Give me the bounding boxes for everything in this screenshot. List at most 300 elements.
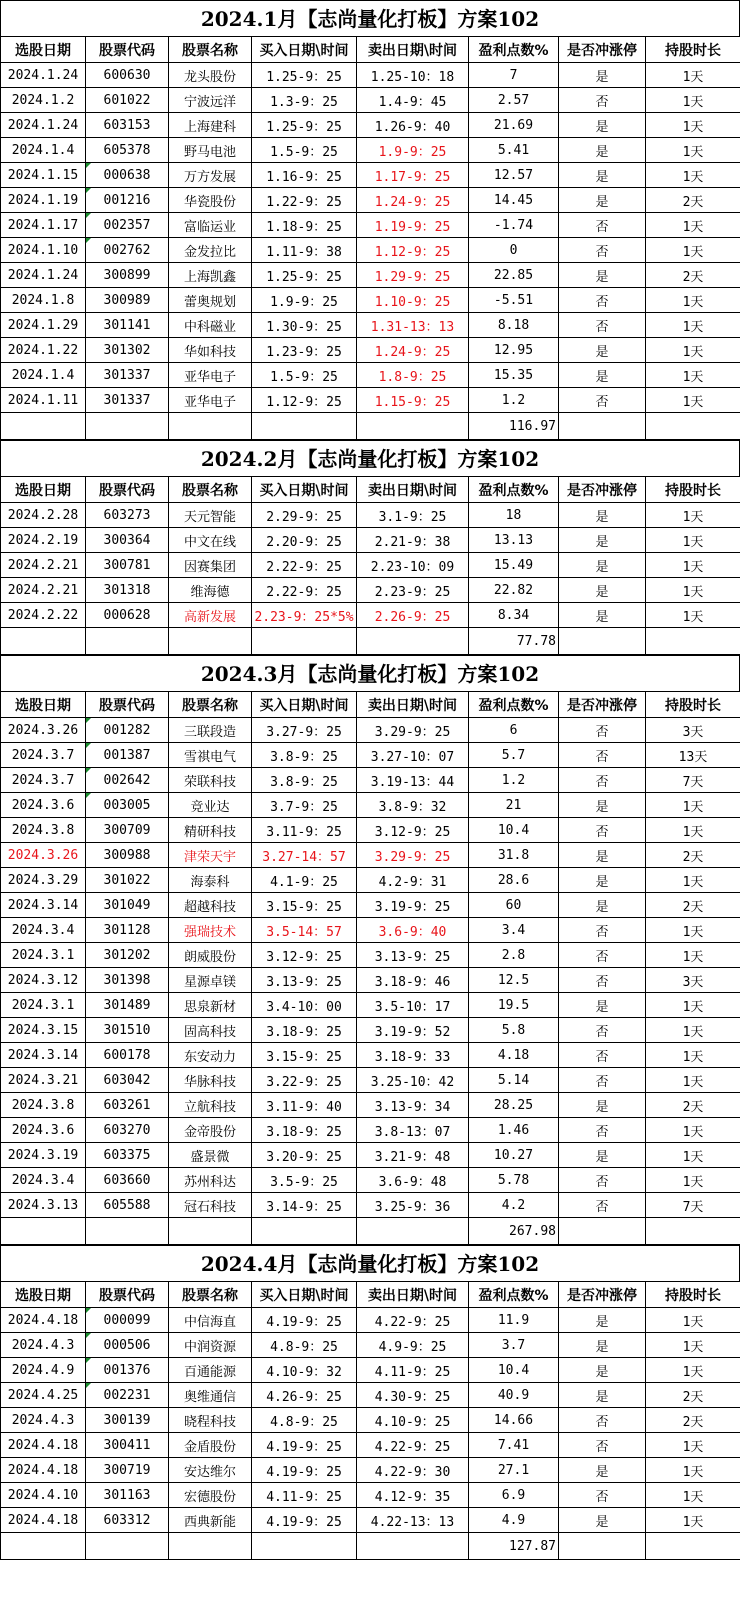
cell-sell-time[interactable]: 3.29-9：25 — [357, 843, 469, 868]
cell-stock-name[interactable]: 万方发展 — [169, 163, 252, 188]
cell-holding-period[interactable]: 1天 — [646, 1168, 740, 1193]
cell-profit-points[interactable]: 6 — [469, 718, 559, 743]
header-limit-up[interactable]: 是否冲涨停 — [559, 477, 646, 503]
cell-holding-period[interactable]: 1天 — [646, 88, 740, 113]
cell-select-date[interactable]: 2024.3.1 — [1, 993, 86, 1018]
cell-limit-up[interactable]: 是 — [559, 263, 646, 288]
cell-stock-code[interactable]: 300781 — [86, 553, 169, 578]
cell-profit-points[interactable]: 18 — [469, 503, 559, 528]
cell-sell-time[interactable]: 3.25-10：42 — [357, 1068, 469, 1093]
header-stock-name[interactable]: 股票名称 — [169, 1282, 252, 1308]
empty-cell[interactable] — [252, 1218, 357, 1245]
cell-stock-name[interactable]: 高新发展 — [169, 603, 252, 628]
cell-holding-period[interactable]: 1天 — [646, 113, 740, 138]
header-limit-up[interactable]: 是否冲涨停 — [559, 37, 646, 63]
cell-select-date[interactable]: 2024.1.10 — [1, 238, 86, 263]
cell-holding-period[interactable]: 1天 — [646, 793, 740, 818]
cell-buy-time[interactable]: 2.22-9：25 — [252, 578, 357, 603]
header-holding-period[interactable]: 持股时长 — [646, 37, 740, 63]
cell-limit-up[interactable]: 是 — [559, 843, 646, 868]
cell-stock-name[interactable]: 精研科技 — [169, 818, 252, 843]
cell-stock-name[interactable]: 蕾奥规划 — [169, 288, 252, 313]
cell-limit-up[interactable]: 否 — [559, 388, 646, 413]
cell-stock-name[interactable]: 因赛集团 — [169, 553, 252, 578]
total-profit[interactable]: 267.98 — [469, 1218, 559, 1245]
cell-holding-period[interactable]: 2天 — [646, 893, 740, 918]
cell-limit-up[interactable]: 否 — [559, 238, 646, 263]
cell-holding-period[interactable]: 1天 — [646, 993, 740, 1018]
cell-limit-up[interactable]: 是 — [559, 1143, 646, 1168]
cell-sell-time[interactable]: 4.22-9：25 — [357, 1433, 469, 1458]
cell-stock-code[interactable]: 002357 — [86, 213, 169, 238]
cell-limit-up[interactable]: 否 — [559, 1433, 646, 1458]
cell-holding-period[interactable]: 1天 — [646, 63, 740, 88]
empty-cell[interactable] — [357, 413, 469, 440]
empty-cell[interactable] — [1, 1218, 86, 1245]
cell-profit-points[interactable]: 6.9 — [469, 1483, 559, 1508]
cell-stock-code[interactable]: 002762 — [86, 238, 169, 263]
cell-select-date[interactable]: 2024.2.28 — [1, 503, 86, 528]
empty-cell[interactable] — [559, 1218, 646, 1245]
cell-stock-name[interactable]: 亚华电子 — [169, 388, 252, 413]
cell-sell-time[interactable]: 3.8-9：32 — [357, 793, 469, 818]
empty-cell[interactable] — [86, 628, 169, 655]
cell-select-date[interactable]: 2024.3.21 — [1, 1068, 86, 1093]
cell-limit-up[interactable]: 是 — [559, 138, 646, 163]
cell-buy-time[interactable]: 4.8-9：25 — [252, 1333, 357, 1358]
cell-stock-code[interactable]: 301318 — [86, 578, 169, 603]
cell-stock-name[interactable]: 奥维通信 — [169, 1383, 252, 1408]
cell-select-date[interactable]: 2024.4.18 — [1, 1433, 86, 1458]
cell-buy-time[interactable]: 3.8-9：25 — [252, 768, 357, 793]
cell-holding-period[interactable]: 13天 — [646, 743, 740, 768]
cell-stock-code[interactable]: 600630 — [86, 63, 169, 88]
cell-holding-period[interactable]: 1天 — [646, 868, 740, 893]
cell-holding-period[interactable]: 2天 — [646, 188, 740, 213]
cell-buy-time[interactable]: 1.9-9：25 — [252, 288, 357, 313]
cell-limit-up[interactable]: 否 — [559, 1168, 646, 1193]
cell-sell-time[interactable]: 1.29-9：25 — [357, 263, 469, 288]
cell-stock-name[interactable]: 华如科技 — [169, 338, 252, 363]
cell-profit-points[interactable]: 1.2 — [469, 388, 559, 413]
cell-stock-name[interactable]: 固高科技 — [169, 1018, 252, 1043]
cell-buy-time[interactable]: 1.3-9：25 — [252, 88, 357, 113]
cell-stock-code[interactable]: 001376 — [86, 1358, 169, 1383]
cell-buy-time[interactable]: 3.14-9：25 — [252, 1193, 357, 1218]
cell-holding-period[interactable]: 3天 — [646, 718, 740, 743]
cell-buy-time[interactable]: 1.25-9：25 — [252, 113, 357, 138]
cell-buy-time[interactable]: 2.29-9：25 — [252, 503, 357, 528]
cell-limit-up[interactable]: 否 — [559, 288, 646, 313]
cell-profit-points[interactable]: -5.51 — [469, 288, 559, 313]
cell-select-date[interactable]: 2024.3.1 — [1, 943, 86, 968]
cell-sell-time[interactable]: 3.27-10：07 — [357, 743, 469, 768]
cell-buy-time[interactable]: 3.7-9：25 — [252, 793, 357, 818]
cell-limit-up[interactable]: 否 — [559, 1043, 646, 1068]
cell-sell-time[interactable]: 1.8-9：25 — [357, 363, 469, 388]
cell-sell-time[interactable]: 3.1-9：25 — [357, 503, 469, 528]
cell-stock-code[interactable]: 001216 — [86, 188, 169, 213]
cell-holding-period[interactable]: 1天 — [646, 363, 740, 388]
cell-limit-up[interactable]: 是 — [559, 113, 646, 138]
header-holding-period[interactable]: 持股时长 — [646, 1282, 740, 1308]
cell-buy-time[interactable]: 3.11-9：25 — [252, 818, 357, 843]
cell-stock-name[interactable]: 上海建科 — [169, 113, 252, 138]
cell-select-date[interactable]: 2024.4.3 — [1, 1333, 86, 1358]
empty-cell[interactable] — [1, 413, 86, 440]
empty-cell[interactable] — [646, 1533, 740, 1560]
cell-stock-name[interactable]: 富临运业 — [169, 213, 252, 238]
cell-select-date[interactable]: 2024.1.4 — [1, 363, 86, 388]
total-profit[interactable]: 127.87 — [469, 1533, 559, 1560]
header-limit-up[interactable]: 是否冲涨停 — [559, 692, 646, 718]
cell-holding-period[interactable]: 3天 — [646, 968, 740, 993]
cell-stock-code[interactable]: 301337 — [86, 388, 169, 413]
header-sell-time[interactable]: 卖出日期\时间 — [357, 477, 469, 503]
cell-profit-points[interactable]: 10.4 — [469, 1358, 559, 1383]
cell-stock-name[interactable]: 东安动力 — [169, 1043, 252, 1068]
cell-select-date[interactable]: 2024.3.29 — [1, 868, 86, 893]
cell-profit-points[interactable]: 10.4 — [469, 818, 559, 843]
empty-cell[interactable] — [646, 1218, 740, 1245]
cell-sell-time[interactable]: 4.22-9：30 — [357, 1458, 469, 1483]
cell-limit-up[interactable]: 否 — [559, 968, 646, 993]
cell-stock-code[interactable]: 002642 — [86, 768, 169, 793]
cell-sell-time[interactable]: 3.18-9：46 — [357, 968, 469, 993]
header-stock-code[interactable]: 股票代码 — [86, 477, 169, 503]
header-profit-points[interactable]: 盈利点数% — [469, 1282, 559, 1308]
cell-buy-time[interactable]: 4.8-9：25 — [252, 1408, 357, 1433]
cell-limit-up[interactable]: 是 — [559, 578, 646, 603]
cell-limit-up[interactable]: 是 — [559, 1093, 646, 1118]
cell-stock-name[interactable]: 野马电池 — [169, 138, 252, 163]
cell-limit-up[interactable]: 是 — [559, 1358, 646, 1383]
cell-buy-time[interactable]: 3.5-14：57 — [252, 918, 357, 943]
cell-holding-period[interactable]: 7天 — [646, 768, 740, 793]
cell-buy-time[interactable]: 1.23-9：25 — [252, 338, 357, 363]
cell-holding-period[interactable]: 2天 — [646, 263, 740, 288]
cell-stock-code[interactable]: 300139 — [86, 1408, 169, 1433]
cell-limit-up[interactable]: 否 — [559, 743, 646, 768]
cell-sell-time[interactable]: 4.12-9：35 — [357, 1483, 469, 1508]
cell-buy-time[interactable]: 3.13-9：25 — [252, 968, 357, 993]
cell-sell-time[interactable]: 1.10-9：25 — [357, 288, 469, 313]
cell-buy-time[interactable]: 1.16-9：25 — [252, 163, 357, 188]
cell-stock-name[interactable]: 冠石科技 — [169, 1193, 252, 1218]
cell-profit-points[interactable]: 5.78 — [469, 1168, 559, 1193]
cell-limit-up[interactable]: 是 — [559, 603, 646, 628]
cell-limit-up[interactable]: 否 — [559, 1118, 646, 1143]
cell-stock-code[interactable]: 300719 — [86, 1458, 169, 1483]
cell-holding-period[interactable]: 1天 — [646, 528, 740, 553]
cell-holding-period[interactable]: 1天 — [646, 1118, 740, 1143]
empty-cell[interactable] — [1, 1533, 86, 1560]
cell-limit-up[interactable]: 是 — [559, 793, 646, 818]
cell-buy-time[interactable]: 4.11-9：25 — [252, 1483, 357, 1508]
cell-stock-name[interactable]: 华脉科技 — [169, 1068, 252, 1093]
cell-limit-up[interactable]: 是 — [559, 1458, 646, 1483]
cell-buy-time[interactable]: 4.19-9：25 — [252, 1308, 357, 1333]
cell-stock-name[interactable]: 中科磁业 — [169, 313, 252, 338]
cell-stock-code[interactable]: 301022 — [86, 868, 169, 893]
cell-stock-code[interactable]: 001282 — [86, 718, 169, 743]
cell-select-date[interactable]: 2024.3.13 — [1, 1193, 86, 1218]
cell-stock-name[interactable]: 津荣天宇 — [169, 843, 252, 868]
cell-select-date[interactable]: 2024.3.7 — [1, 743, 86, 768]
cell-sell-time[interactable]: 1.12-9：25 — [357, 238, 469, 263]
cell-limit-up[interactable]: 否 — [559, 1483, 646, 1508]
cell-select-date[interactable]: 2024.1.24 — [1, 263, 86, 288]
cell-sell-time[interactable]: 3.29-9：25 — [357, 718, 469, 743]
cell-holding-period[interactable]: 1天 — [646, 1433, 740, 1458]
cell-stock-code[interactable]: 301398 — [86, 968, 169, 993]
cell-stock-code[interactable]: 301141 — [86, 313, 169, 338]
header-sell-time[interactable]: 卖出日期\时间 — [357, 1282, 469, 1308]
cell-buy-time[interactable]: 4.10-9：32 — [252, 1358, 357, 1383]
cell-profit-points[interactable]: 11.9 — [469, 1308, 559, 1333]
cell-select-date[interactable]: 2024.3.7 — [1, 768, 86, 793]
cell-buy-time[interactable]: 1.25-9：25 — [252, 263, 357, 288]
cell-buy-time[interactable]: 2.22-9：25 — [252, 553, 357, 578]
cell-stock-code[interactable]: 603312 — [86, 1508, 169, 1533]
cell-stock-name[interactable]: 星源卓镁 — [169, 968, 252, 993]
cell-select-date[interactable]: 2024.3.8 — [1, 818, 86, 843]
cell-stock-code[interactable]: 300899 — [86, 263, 169, 288]
cell-stock-code[interactable]: 603270 — [86, 1118, 169, 1143]
cell-sell-time[interactable]: 1.17-9：25 — [357, 163, 469, 188]
cell-stock-name[interactable]: 海泰科 — [169, 868, 252, 893]
cell-stock-name[interactable]: 三联段造 — [169, 718, 252, 743]
empty-cell[interactable] — [169, 628, 252, 655]
cell-stock-name[interactable]: 盛景微 — [169, 1143, 252, 1168]
cell-select-date[interactable]: 2024.4.18 — [1, 1458, 86, 1483]
cell-stock-name[interactable]: 朗威股份 — [169, 943, 252, 968]
header-holding-period[interactable]: 持股时长 — [646, 477, 740, 503]
cell-buy-time[interactable]: 4.26-9：25 — [252, 1383, 357, 1408]
cell-sell-time[interactable]: 3.5-10：17 — [357, 993, 469, 1018]
cell-stock-name[interactable]: 晓程科技 — [169, 1408, 252, 1433]
cell-buy-time[interactable]: 3.4-10：00 — [252, 993, 357, 1018]
cell-sell-time[interactable]: 3.13-9：25 — [357, 943, 469, 968]
empty-cell[interactable] — [357, 1533, 469, 1560]
cell-holding-period[interactable]: 1天 — [646, 1018, 740, 1043]
cell-buy-time[interactable]: 4.19-9：25 — [252, 1433, 357, 1458]
cell-holding-period[interactable]: 1天 — [646, 213, 740, 238]
cell-buy-time[interactable]: 2.20-9：25 — [252, 528, 357, 553]
cell-stock-code[interactable]: 003005 — [86, 793, 169, 818]
cell-limit-up[interactable]: 否 — [559, 1018, 646, 1043]
cell-holding-period[interactable]: 7天 — [646, 1193, 740, 1218]
cell-limit-up[interactable]: 是 — [559, 188, 646, 213]
cell-sell-time[interactable]: 2.23-9：25 — [357, 578, 469, 603]
cell-stock-code[interactable]: 301049 — [86, 893, 169, 918]
cell-sell-time[interactable]: 3.13-9：34 — [357, 1093, 469, 1118]
cell-limit-up[interactable]: 否 — [559, 88, 646, 113]
cell-profit-points[interactable]: 5.7 — [469, 743, 559, 768]
cell-profit-points[interactable]: 28.25 — [469, 1093, 559, 1118]
cell-select-date[interactable]: 2024.3.14 — [1, 1043, 86, 1068]
cell-sell-time[interactable]: 3.19-9：52 — [357, 1018, 469, 1043]
cell-sell-time[interactable]: 1.19-9：25 — [357, 213, 469, 238]
cell-holding-period[interactable]: 2天 — [646, 843, 740, 868]
cell-stock-code[interactable]: 603042 — [86, 1068, 169, 1093]
cell-sell-time[interactable]: 2.26-9：25 — [357, 603, 469, 628]
cell-stock-name[interactable]: 天元智能 — [169, 503, 252, 528]
empty-cell[interactable] — [252, 413, 357, 440]
header-select-date[interactable]: 选股日期 — [1, 692, 86, 718]
cell-buy-time[interactable]: 1.12-9：25 — [252, 388, 357, 413]
empty-cell[interactable] — [252, 1533, 357, 1560]
cell-limit-up[interactable]: 否 — [559, 1408, 646, 1433]
cell-stock-code[interactable]: 000506 — [86, 1333, 169, 1358]
cell-profit-points[interactable]: 12.5 — [469, 968, 559, 993]
cell-select-date[interactable]: 2024.4.18 — [1, 1508, 86, 1533]
cell-profit-points[interactable]: 31.8 — [469, 843, 559, 868]
cell-stock-name[interactable]: 中润资源 — [169, 1333, 252, 1358]
cell-holding-period[interactable]: 1天 — [646, 603, 740, 628]
cell-profit-points[interactable]: 5.14 — [469, 1068, 559, 1093]
cell-holding-period[interactable]: 1天 — [646, 1308, 740, 1333]
header-stock-code[interactable]: 股票代码 — [86, 692, 169, 718]
cell-holding-period[interactable]: 1天 — [646, 163, 740, 188]
header-sell-time[interactable]: 卖出日期\时间 — [357, 692, 469, 718]
cell-profit-points[interactable]: 15.35 — [469, 363, 559, 388]
cell-stock-name[interactable]: 龙头股份 — [169, 63, 252, 88]
cell-holding-period[interactable]: 1天 — [646, 1143, 740, 1168]
empty-cell[interactable] — [559, 1533, 646, 1560]
header-holding-period[interactable]: 持股时长 — [646, 692, 740, 718]
header-stock-name[interactable]: 股票名称 — [169, 37, 252, 63]
cell-sell-time[interactable]: 1.31-13：13 — [357, 313, 469, 338]
cell-stock-name[interactable]: 中信海直 — [169, 1308, 252, 1333]
cell-holding-period[interactable]: 1天 — [646, 578, 740, 603]
cell-limit-up[interactable]: 是 — [559, 338, 646, 363]
cell-profit-points[interactable]: 15.49 — [469, 553, 559, 578]
cell-profit-points[interactable]: 0 — [469, 238, 559, 263]
cell-sell-time[interactable]: 3.21-9：48 — [357, 1143, 469, 1168]
cell-sell-time[interactable]: 4.30-9：25 — [357, 1383, 469, 1408]
cell-sell-time[interactable]: 3.6-9：48 — [357, 1168, 469, 1193]
cell-sell-time[interactable]: 1.15-9：25 — [357, 388, 469, 413]
cell-stock-code[interactable]: 605588 — [86, 1193, 169, 1218]
cell-profit-points[interactable]: 7 — [469, 63, 559, 88]
cell-select-date[interactable]: 2024.2.19 — [1, 528, 86, 553]
header-stock-name[interactable]: 股票名称 — [169, 692, 252, 718]
cell-profit-points[interactable]: 27.1 — [469, 1458, 559, 1483]
header-buy-time[interactable]: 买入日期\时间 — [252, 692, 357, 718]
cell-select-date[interactable]: 2024.1.24 — [1, 113, 86, 138]
cell-profit-points[interactable]: 5.8 — [469, 1018, 559, 1043]
cell-limit-up[interactable]: 是 — [559, 363, 646, 388]
cell-select-date[interactable]: 2024.1.15 — [1, 163, 86, 188]
cell-limit-up[interactable]: 否 — [559, 1068, 646, 1093]
cell-limit-up[interactable]: 是 — [559, 528, 646, 553]
cell-limit-up[interactable]: 否 — [559, 818, 646, 843]
cell-profit-points[interactable]: 4.18 — [469, 1043, 559, 1068]
cell-stock-code[interactable]: 603153 — [86, 113, 169, 138]
cell-limit-up[interactable]: 否 — [559, 718, 646, 743]
header-select-date[interactable]: 选股日期 — [1, 37, 86, 63]
cell-stock-code[interactable]: 000628 — [86, 603, 169, 628]
cell-profit-points[interactable]: 10.27 — [469, 1143, 559, 1168]
header-limit-up[interactable]: 是否冲涨停 — [559, 1282, 646, 1308]
cell-stock-name[interactable]: 宁波远洋 — [169, 88, 252, 113]
cell-profit-points[interactable]: 1.46 — [469, 1118, 559, 1143]
header-stock-name[interactable]: 股票名称 — [169, 477, 252, 503]
cell-holding-period[interactable]: 1天 — [646, 288, 740, 313]
cell-buy-time[interactable]: 3.5-9：25 — [252, 1168, 357, 1193]
cell-stock-code[interactable]: 605378 — [86, 138, 169, 163]
cell-stock-code[interactable]: 300411 — [86, 1433, 169, 1458]
cell-stock-code[interactable]: 601022 — [86, 88, 169, 113]
empty-cell[interactable] — [252, 628, 357, 655]
cell-select-date[interactable]: 2024.1.24 — [1, 63, 86, 88]
cell-select-date[interactable]: 2024.2.21 — [1, 553, 86, 578]
cell-sell-time[interactable]: 4.9-9：25 — [357, 1333, 469, 1358]
cell-holding-period[interactable]: 1天 — [646, 1358, 740, 1383]
cell-sell-time[interactable]: 1.24-9：25 — [357, 188, 469, 213]
cell-stock-code[interactable]: 301163 — [86, 1483, 169, 1508]
cell-limit-up[interactable]: 否 — [559, 1193, 646, 1218]
cell-holding-period[interactable]: 1天 — [646, 1508, 740, 1533]
cell-select-date[interactable]: 2024.1.4 — [1, 138, 86, 163]
cell-sell-time[interactable]: 4.22-13：13 — [357, 1508, 469, 1533]
cell-limit-up[interactable]: 是 — [559, 553, 646, 578]
cell-stock-code[interactable]: 300709 — [86, 818, 169, 843]
cell-buy-time[interactable]: 4.19-9：25 — [252, 1458, 357, 1483]
cell-stock-name[interactable]: 宏德股份 — [169, 1483, 252, 1508]
cell-stock-code[interactable]: 000638 — [86, 163, 169, 188]
cell-profit-points[interactable]: 5.41 — [469, 138, 559, 163]
cell-stock-name[interactable]: 雪祺电气 — [169, 743, 252, 768]
cell-limit-up[interactable]: 否 — [559, 943, 646, 968]
total-profit[interactable]: 77.78 — [469, 628, 559, 655]
cell-buy-time[interactable]: 1.25-9：25 — [252, 63, 357, 88]
cell-buy-time[interactable]: 3.12-9：25 — [252, 943, 357, 968]
cell-select-date[interactable]: 2024.2.22 — [1, 603, 86, 628]
cell-stock-code[interactable]: 300989 — [86, 288, 169, 313]
cell-holding-period[interactable]: 1天 — [646, 138, 740, 163]
cell-sell-time[interactable]: 4.2-9：31 — [357, 868, 469, 893]
header-stock-code[interactable]: 股票代码 — [86, 37, 169, 63]
cell-holding-period[interactable]: 1天 — [646, 503, 740, 528]
cell-holding-period[interactable]: 1天 — [646, 338, 740, 363]
header-buy-time[interactable]: 买入日期\时间 — [252, 477, 357, 503]
cell-profit-points[interactable]: 21 — [469, 793, 559, 818]
cell-profit-points[interactable]: 2.57 — [469, 88, 559, 113]
cell-stock-code[interactable]: 603375 — [86, 1143, 169, 1168]
cell-stock-code[interactable]: 600178 — [86, 1043, 169, 1068]
cell-stock-name[interactable]: 强瑞技术 — [169, 918, 252, 943]
cell-profit-points[interactable]: 13.13 — [469, 528, 559, 553]
cell-select-date[interactable]: 2024.1.22 — [1, 338, 86, 363]
cell-stock-code[interactable]: 603660 — [86, 1168, 169, 1193]
cell-limit-up[interactable]: 否 — [559, 313, 646, 338]
cell-holding-period[interactable]: 2天 — [646, 1408, 740, 1433]
cell-profit-points[interactable]: 4.9 — [469, 1508, 559, 1533]
cell-select-date[interactable]: 2024.4.25 — [1, 1383, 86, 1408]
cell-holding-period[interactable]: 1天 — [646, 388, 740, 413]
cell-profit-points[interactable]: 8.34 — [469, 603, 559, 628]
cell-limit-up[interactable]: 否 — [559, 918, 646, 943]
cell-holding-period[interactable]: 1天 — [646, 553, 740, 578]
cell-buy-time[interactable]: 3.18-9：25 — [252, 1018, 357, 1043]
cell-sell-time[interactable]: 2.21-9：38 — [357, 528, 469, 553]
cell-holding-period[interactable]: 1天 — [646, 918, 740, 943]
cell-limit-up[interactable]: 是 — [559, 63, 646, 88]
cell-select-date[interactable]: 2024.1.8 — [1, 288, 86, 313]
cell-select-date[interactable]: 2024.3.12 — [1, 968, 86, 993]
